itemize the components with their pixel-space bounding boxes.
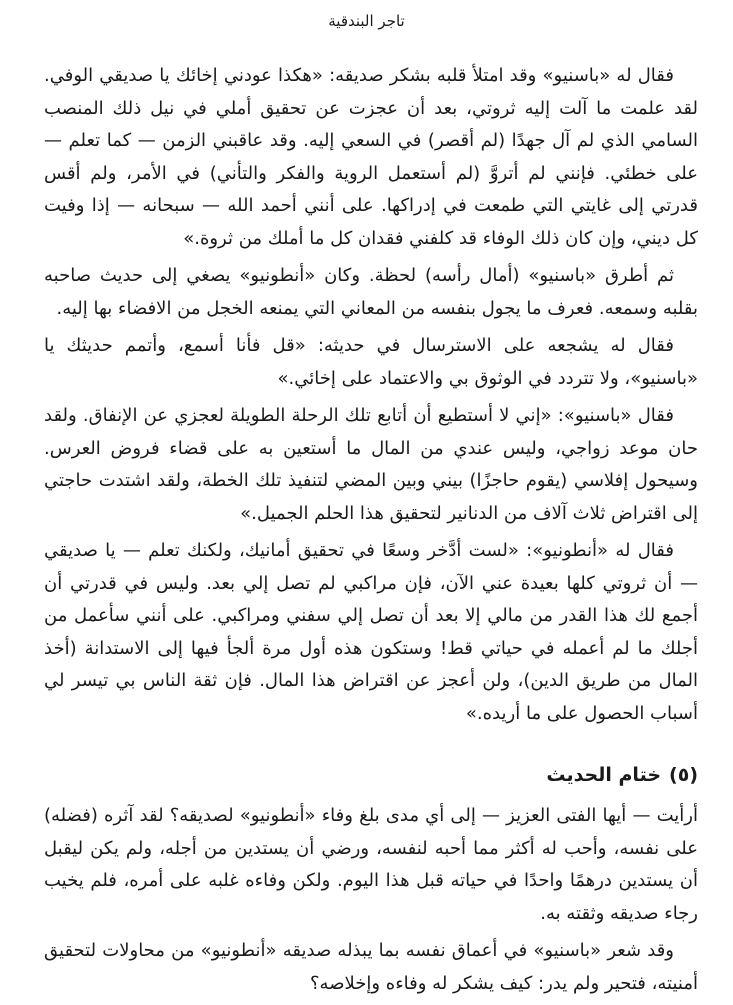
section-1-body xyxy=(44,60,698,735)
paragraph: وقد شعر «باسنيو» في أعماق نفسه بما يبذله صديقه «أنطونيو» من محاولات لتحقيق أمنيته، فتحير ولم يدر: كيف يشكر له وفاءه وإخلاصه؟ xyxy=(44,940,698,994)
paragraph: فقال له يشجعه على الاسترسال في حديثه: «قل فأنا أسمع، وأتمم حديثك يا «باسنيو»، ولا تتردد في الوثوق بي والاعتماد على إخائي.» xyxy=(44,335,698,389)
section-number: (٥) xyxy=(669,764,698,786)
section-title: ختام الحديث xyxy=(546,764,662,786)
running-header: تاجر البندقية xyxy=(328,12,405,30)
paragraph: فقال «باسنيو»: «إني لا أستطيع أن أتابع تلك الرحلة الطويلة لعجزي عن الإنفاق. ولقد حان موعد زواجي، وليس عندي من المال ما أستعين به على قضاء فروض العرس. وسيحول إفلاسي (يقوم حاجزًا) بيني وبين المضي لتنفيذ تلك الخطة، ولقد اشتدت حاجتي إلى اقتراض ثلاث آلاف من الدنانير لتحقيق هذا الحلم الجميل.» xyxy=(44,405,698,524)
paragraph: فقال له «أنطونيو»: «لست أدَّخر وسعًا في تحقيق أمانيك، ولكنك تعلم — يا صديقي — أن ثروتي كلها بعيدة عني الآن، فإن مراكبي لم تصل إلي بعد. وليس في قدرتي أن أجمع لك هذا القدر من مالي إلا بعد أن تصل إلي سفني ومراكبي. على أنني سأعمل من أجلك ما لم أعمله في حياتي قط! وستكون هذه أول مرة ألجأ فيها إلى الاستدانة (أخذ المال من طريق الدين)، ولن أعجز عن اقتراض هذا المال. فإن ثقة الناس بي تيسر لي أسباب الحصول على ما أريده.» xyxy=(44,540,698,724)
paragraph: أرأيت — أيها الفتى العزيز — إلى أي مدى بلغ وفاء «أنطونيو» لصديقه؟ لقد آثره (فضله) على نفسه، وأحب له أكثر مما أحبه لنفسه، ورضي أن يستدين من أجله، ولم يكن ليقبل أن يستدين درهمًا واحدًا في حياته قبل هذا اليوم. ولكن وفاءه غلبه على أمره، فلم يخيب رجاء صديقه وثقته به. xyxy=(44,805,698,924)
section-heading xyxy=(538,761,698,789)
section-2-body xyxy=(44,800,698,1005)
paragraph: ثم أطرق «باسنيو» (أمال رأسه) لحظة. وكان «أنطونيو» يصغي إلى حديث صاحبه بقلبه وسمعه. فعرف ما يجول بنفسه من المعاني التي يمنعه الخجل من الافضاء بها إليه. xyxy=(44,265,698,319)
paragraph: فقال له «باسنيو» وقد امتلأ قلبه بشكر صديقه: «هكذا عودني إخائك يا صديقي الوفي. لقد علمت ما آلت إليه ثروتي، بعد أن عجزت عن تحقيق أملي في نيل ذلك المنصب السامي الذي لم آل جهدًا (لم أقصر) في السعي إليه. وقد عاقبني الزمن — كما تعلم — على خطئي. فإنني لم أتروَّ (لم أستعمل الروية والفكر والتأني) في الأمر، ولم أقس قدرتي إلى غايتي التي طمعت في إدراكها. على أنني أحمد الله — سبحانه — إذا وفيت كل ديني، وإن كان ذلك الوفاء قد كلفني فقدان كل ما أملك من ثروة.» xyxy=(44,65,698,249)
